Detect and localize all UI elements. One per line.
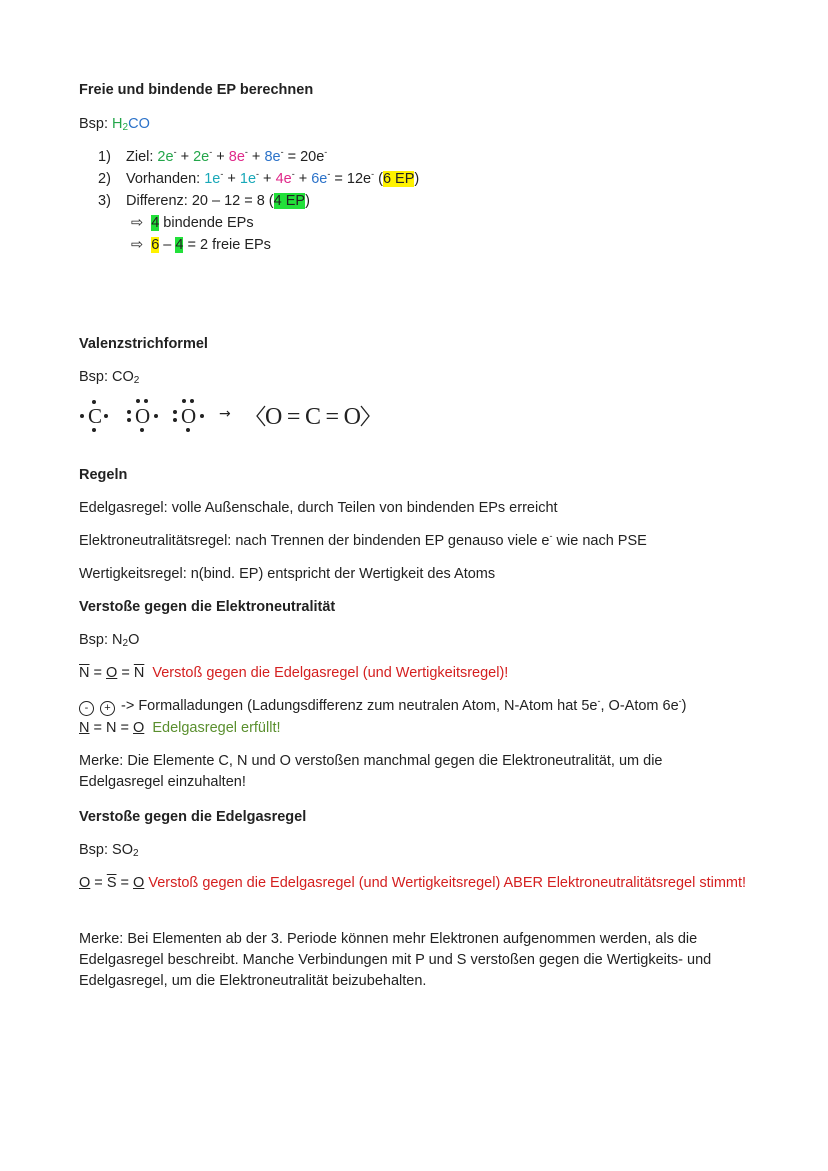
bullet-bindende: [79, 213, 254, 233]
exp: -: [280, 147, 284, 157]
atom: O: [133, 720, 145, 736]
heading-valenz: Valenzstrichformel: [79, 336, 208, 352]
bullet-freie: ⇨ 6 – 4 = 2 freie EPs: [131, 237, 271, 253]
note: Verstoß gegen die Edelgasregel (und Wertigkeitsregel)!: [152, 665, 509, 681]
freie-b: 4: [175, 237, 184, 253]
exp: -: [244, 147, 248, 157]
reaction-arrow: →: [219, 406, 231, 422]
example-prefix: Bsp: SO: [79, 842, 133, 858]
badge-6ep: 6 EP: [382, 171, 415, 187]
note: Edelgasregel erfüllt!: [152, 720, 281, 736]
exp: -: [256, 169, 260, 179]
atom: $\overline{S}$: [106, 875, 117, 891]
example-co2: [79, 367, 139, 387]
term: 6e: [311, 171, 328, 187]
freie-text: = 2 freie EPs: [183, 237, 271, 253]
list-label: Ziel:: [126, 149, 158, 165]
exp: -: [324, 147, 328, 157]
term: 4e: [275, 171, 292, 187]
result: = 20e: [283, 149, 325, 165]
list-label: Differenz: 20 – 12 = 8 (: [126, 193, 274, 209]
heading-verstoss-en: Verstoße gegen die Elektroneutralität: [79, 599, 336, 615]
formal-charges: [79, 696, 687, 716]
charge-text: ): [681, 698, 687, 714]
formula-h: H: [112, 116, 123, 132]
atom: N: [106, 720, 117, 736]
merke-1: Merke: Die Elemente C, N und O verstoßen manchmal gegen die Elektroneutralität, um die Edelgasregel einzuhalten!: [79, 753, 663, 790]
term: 2e: [193, 149, 210, 165]
list-item-vorhanden: 2) Vorhanden: 1e- + 1e- + 4e- + 6e- = 12e- (6 EP): [79, 169, 419, 189]
term: 1e: [204, 171, 221, 187]
lewis-o1-label: O: [135, 404, 151, 428]
co2-structure: [257, 404, 369, 430]
heading-regeln: Regeln: [79, 467, 128, 483]
example-n2o: [79, 630, 139, 650]
formula-n2o-1: $\overline{N} = O = \overline{N}$ Verstoß gegen die Edelgasregel (und Wertigkeitsregel)!: [79, 665, 509, 681]
example-sub: 2: [133, 848, 139, 859]
minus-charge-icon: -: [79, 701, 94, 716]
rule-elektroneutralitaet: [79, 531, 647, 551]
lewis-diagram: [79, 396, 379, 436]
badge-4ep: 4 EP: [273, 193, 306, 209]
result: = 12e: [330, 171, 372, 187]
bindende-text: bindende EPs: [159, 215, 254, 231]
rule-text: wie nach PSE: [552, 533, 647, 549]
atom: $\overline{N}$: [133, 665, 145, 681]
arrow-icon: ⇨: [131, 215, 144, 231]
example-prefix: Bsp: CO: [79, 369, 134, 385]
term: 1e: [239, 171, 257, 187]
charge-text: , O-Atom 6e: [600, 698, 679, 714]
exp: -: [209, 147, 213, 157]
lewis-atom-o2: [173, 399, 204, 432]
lewis-atom-o1: [127, 399, 158, 432]
freie-a: 6: [151, 237, 160, 253]
example-sub: 2: [122, 638, 129, 649]
formula-h-sub: 2: [122, 122, 129, 133]
co2-formula: O=C=O: [265, 404, 361, 430]
rule-edelgas: Edelgasregel: volle Außenschale, durch Teilen von bindenden EPs erreicht: [79, 500, 558, 516]
note: Verstoß gegen die Edelgasregel (und Wertigkeitsregel) ABER Elektroneutralitätsregel stimmt!: [148, 875, 747, 891]
exp: -: [678, 696, 682, 706]
formula-co: CO: [128, 116, 150, 132]
atom: O: [79, 875, 91, 891]
rule-wertigkeit: Wertigkeitsregel: n(bind. EP) entspricht der Wertigkeit des Atoms: [79, 566, 496, 582]
atom: N: [79, 720, 90, 736]
example-prefix: Bsp: N: [79, 632, 123, 648]
bindende-count: 4: [151, 215, 160, 231]
example-so2: [79, 840, 139, 860]
example-h2co: [79, 114, 150, 134]
charge-text: -> Formalladungen (Ladungsdifferenz zum neutralen Atom, N-Atom hat 5e: [121, 698, 598, 714]
list-number: 1): [98, 149, 111, 165]
lewis-atom-c: [80, 400, 108, 432]
term: 8e: [228, 149, 245, 165]
list-number: 2): [98, 171, 111, 187]
exp: -: [327, 169, 331, 179]
formula-so2: $O = \overline{S} = O$ Verstoß gegen die Edelgasregel (und Wertigkeitsregel) ABER Elektroneutralitätsregel stimmt!: [79, 875, 747, 891]
atom: O: [106, 665, 118, 681]
lewis-c-label: C: [88, 404, 103, 428]
arrow-icon: ⇨: [131, 237, 144, 253]
list-item-ziel: 1) Ziel: 2e- + 2e- + 8e- + 8e- = 20e-: [79, 147, 327, 167]
rule-text: Elektroneutralitätsregel: nach Trennen der bindenden EP genauso viele e: [79, 533, 550, 549]
heading-verstoss-edelgas: Verstoße gegen die Edelgasregel: [79, 809, 307, 825]
atom: O: [133, 875, 145, 891]
list-item-differenz: 3) Differenz: 20 – 12 = 8 (4 EP): [79, 191, 310, 211]
merke-2: Merke: Bei Elementen ab der 3. Periode können mehr Elektronen aufgenommen werden, als die Edelgasregel beschreibt. Manche Verbindungen mit P und S verstoßen gegen die Wertigkeits- und Edelgasregel, um die Elektroneutralität beizubehalten.: [79, 931, 712, 989]
exp: -: [371, 169, 375, 179]
exp: -: [597, 696, 601, 706]
list-number: 3): [98, 193, 111, 209]
formula-n2o-2: N = N = O Edelgasregel erfüllt!: [79, 720, 281, 736]
exp: -: [291, 169, 295, 179]
heading-ep: Freie und bindende EP berechnen: [79, 82, 314, 98]
term: 2e: [157, 149, 174, 165]
list-label: Vorhanden:: [126, 171, 205, 187]
lewis-o2-label: O: [181, 404, 197, 428]
example-prefix: Bsp:: [79, 116, 113, 132]
example-sub: 2: [133, 375, 140, 386]
exp: -: [220, 169, 224, 179]
plus-charge-icon: +: [100, 701, 115, 716]
atom: $\overline{N}$: [79, 665, 90, 681]
exp: -: [549, 531, 553, 541]
term: 8e: [264, 149, 281, 165]
exp: -: [173, 147, 177, 157]
example-suffix: O: [128, 632, 140, 648]
